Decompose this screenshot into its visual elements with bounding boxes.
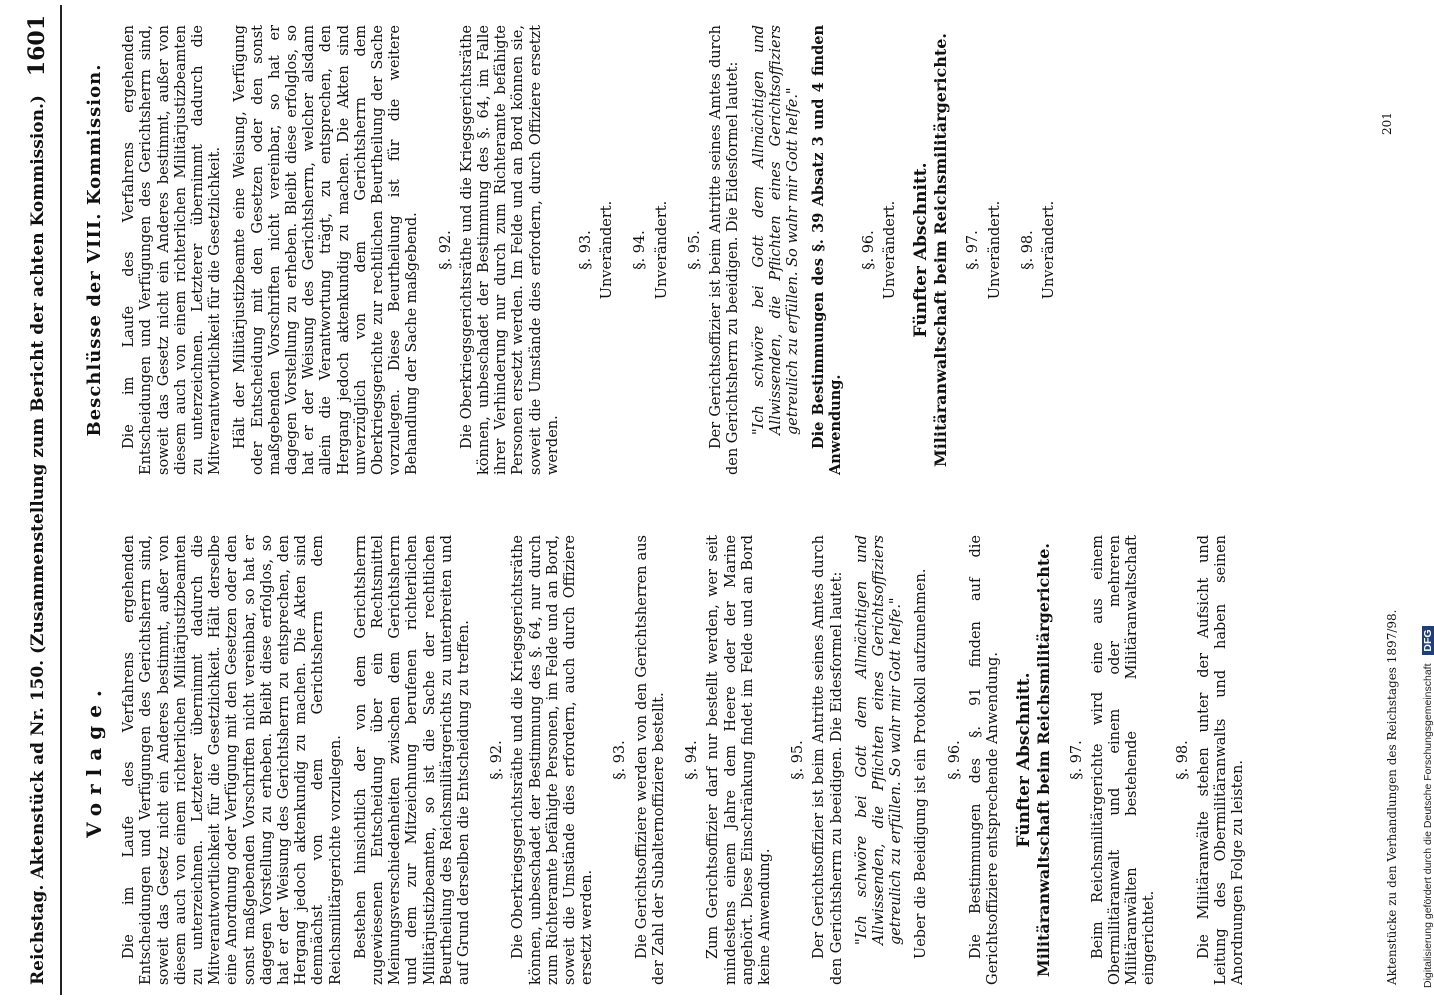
left-section-95: §. 95.	[790, 740, 807, 780]
right-abschnitt-heading: Fünfter Abschnitt.	[910, 162, 931, 338]
right-unchanged-98: Unverändert.	[1040, 200, 1057, 300]
left-section-95-after: Ueber die Beeidigung ist ein Protokoll aufzunehmen.	[913, 568, 930, 959]
header-title: Reichstag. Aktenstück ad Nr. 150. (Zusammenstellung zum Bericht der achten Kommission.)	[28, 95, 48, 985]
left-section-94: §. 94.	[684, 740, 701, 780]
right-section-92: §. 92.	[437, 230, 454, 270]
left-section-93: §. 93.	[612, 740, 629, 780]
right-section-97: §. 97.	[965, 230, 982, 270]
left-section-96: §. 96.	[946, 740, 963, 780]
dfg-logo: DFG	[1422, 626, 1434, 654]
right-section-95-after: Die Bestimmungen des §. 39 Absatz 3 und 4 finden Anwendung.	[810, 25, 845, 475]
left-section-92-text: Die Oberkriegsgerichtsräthe und die Kriegsgerichtsräthe können, unbeschadet der Bestimmung des §. 64, nur durch zum Richteramte befähigte Personen, im Felde und an Bord, soweit die Umstände dies erfordern, auch durch Offiziere ersetzt werden.	[510, 535, 596, 985]
right-unchanged-97: Unverändert.	[986, 200, 1003, 300]
page-header	[20, 5, 62, 995]
left-section-98-text: Die Militäranwälte stehen unter der Aufsicht und Leitung des Obermilitäranwalts und haben seinen Anordnungen Folge zu leisten.	[1195, 535, 1247, 985]
left-section-98: §. 98.	[1174, 740, 1191, 780]
right-oath-formula: "Ich schwöre bei Gott dem Allmächtigen und Allwissenden, die Pflichten eines Gerichtsoffiziers getreulich zu erfüllen. So wahr mir Gott helfe."	[750, 25, 801, 435]
page-mark: 201	[1380, 112, 1394, 135]
right-paragraph-2: Hält der Militärjustizbeamte eine Weisung, Verfügung oder Entscheidung mit den Gesetzen oder den sonst maßgebenden Vorschriften nicht vereinbar, so hat er dagegen Vorstellung zu erheben. Bleibt diese erfolglos, so hat er der Weisung des Gerichtsherrn, welcher alsdann allein die Verantwortung trägt, zu entsprechen, den Hergang jedoch aktenkundig zu machen. Die Akten sind unverzüglich von dem Gerichtsherrn dem Oberkriegsgerichte zur rechtlichen Beurtheilung der Sache vorzulegen. Diese Beurtheilung ist für die weitere Behandlung der Sache maßgebend.	[232, 25, 421, 475]
right-section-98: §. 98.	[1019, 230, 1036, 270]
left-section-97-text: Beim Reichsmilitärgerichte wird eine aus einem Obermilitäranwalt und einem oder mehreren Militäranwälten bestehende Militäranwaltschaft eingerichtet.	[1089, 535, 1158, 985]
right-unchanged-94: Unverändert.	[653, 200, 670, 300]
left-section-97: §. 97.	[1068, 740, 1085, 780]
right-column-beschluesse	[80, 25, 1068, 475]
right-unchanged-93: Unverändert.	[599, 200, 616, 300]
rotated-page	[20, 5, 1410, 995]
dfg-credit-text: Digitalisierung gefördert durch die Deutsche Forschungsgemeinschaft	[1422, 663, 1434, 988]
right-column-title: Beschlüsse der VIII. Kommission.	[84, 63, 105, 437]
right-section-92-text: Die Oberkriegsgerichtsräthe und die Kriegsgerichtsräthe können, unbeschadet der Bestimmung des §. 64, im Falle ihrer Verhinderung nur durch zum Richteramte befähigte Personen ersetzt werden. Im Felde und an Bord können sie, soweit die Umstände dies erfordern, durch Offiziere ersetzt werden.	[458, 25, 561, 475]
right-section-93: §. 93.	[578, 230, 595, 270]
right-section-95: §. 95.	[686, 230, 703, 270]
dfg-sidebar	[1422, 8, 1434, 988]
left-section-94-text: Zum Gerichtsoffizier darf nur bestellt werden, wer seit mindestens einem Jahre dem Heere oder der Marine angehört. Diese Einschränkung findet im Felde und an Bord keine Anwendung.	[705, 535, 773, 985]
left-section-92: §. 92.	[489, 740, 506, 780]
right-paragraph-1: Die im Laufe des Verfahrens ergehenden Entscheidungen und Verfügungen des Gerichtsherrn sind, soweit das Gesetz nicht ein Anderes bestimmt, außer von diesem auch von einem richterlichen Militärjustizbeamten zu unterzeichnen. Letzterer übernimmt dadurch die Mitverantwortlichkeit für die Gesetzlichkeit.	[121, 25, 224, 475]
left-section-95-text: Der Gerichtsoffizier ist beim Antritte seines Amtes durch den Gerichtsherrn zu beeidigen. Die Eidesformel lautet:	[811, 535, 845, 985]
left-column-vorlage	[80, 535, 1255, 985]
left-abschnitt-heading: Fünfter Abschnitt.	[1014, 672, 1035, 848]
page-footer: Aktenstücke zu den Verhandlungen des Reichstages 1897/98.	[1385, 609, 1399, 985]
right-section-94: §. 94.	[632, 230, 649, 270]
page-number: 1601	[24, 15, 50, 77]
left-paragraph-2: Bestehen hinsichtlich der von dem Gerichtsherrn zugewiesenen Entscheidung über ein Rechtsmittel Meinungsverschiedenheiten zwischen dem Gerichtsherrn und dem zur Mitzeichnung berufenen richterlichen Militärjustizbeamten, so ist die Sache der rechtlichen Beurtheilung des Reichsmilitärgerichts zu unterbreiten und auf Grund derselben die Entscheidung zu treffen.	[352, 535, 473, 985]
left-section-93-text: Die Gerichtsoffiziere werden von den Gerichtsherren aus der Zahl der Subalternoffiziere bestellt.	[633, 535, 667, 985]
left-paragraph-1: Die im Laufe des Verfahrens ergehenden Entscheidungen und Verfügungen des Gerichtsherrn sind, soweit das Gesetz nicht ein Anderes bestimmt, außer von diesem auch von einem richterlichen Militärjustizbeamten zu unterzeichnen. Letzterer übernimmt dadurch die Mitverantwortlichkeit für die Gesetzlichkeit. Hält derselbe eine Anordnung oder Verfügung mit den Gesetzen oder den sonst maßgebenden Vorschriften nicht vereinbar, so hat er dagegen Vorstellung zu erheben. Bleibt diese erfolglos, so hat er der Weisung des Gerichtsherrn zu entsprechen, den Hergang jedoch aktenkundig zu machen. Die Akten sind demnächst von dem Gerichtsherrn dem Reichsmilitärgerichte vorzulegen.	[121, 535, 344, 985]
right-abschnitt-title: Militäranwaltschaft beim Reichsmilitärgerichte.	[931, 33, 951, 467]
left-abschnitt-title: Militäranwaltschaft beim Reichsmilitärgerichte.	[1034, 543, 1054, 977]
left-section-96-text: Die Bestimmungen des §. 91 finden auf die Gerichtsoffiziere entsprechende Anwendung.	[967, 535, 1001, 985]
right-section-96: §. 96.	[860, 230, 877, 270]
left-column-title: Vorlage.	[82, 682, 106, 838]
right-unchanged-96: Unverändert.	[881, 200, 898, 300]
right-section-95-text: Der Gerichtsoffizier ist beim Antritte seines Amtes durch den Gerichtsherrn zu beeidigen. Die Eidesformel lautet:	[708, 25, 742, 475]
left-oath-formula: "Ich schwöre bei Gott dem Allmächtigen und Allwissenden, die Pflichten eines Gerichtsoffiziers getreulich zu erfüllen. So wahr mir Gott helfe."	[853, 535, 905, 945]
